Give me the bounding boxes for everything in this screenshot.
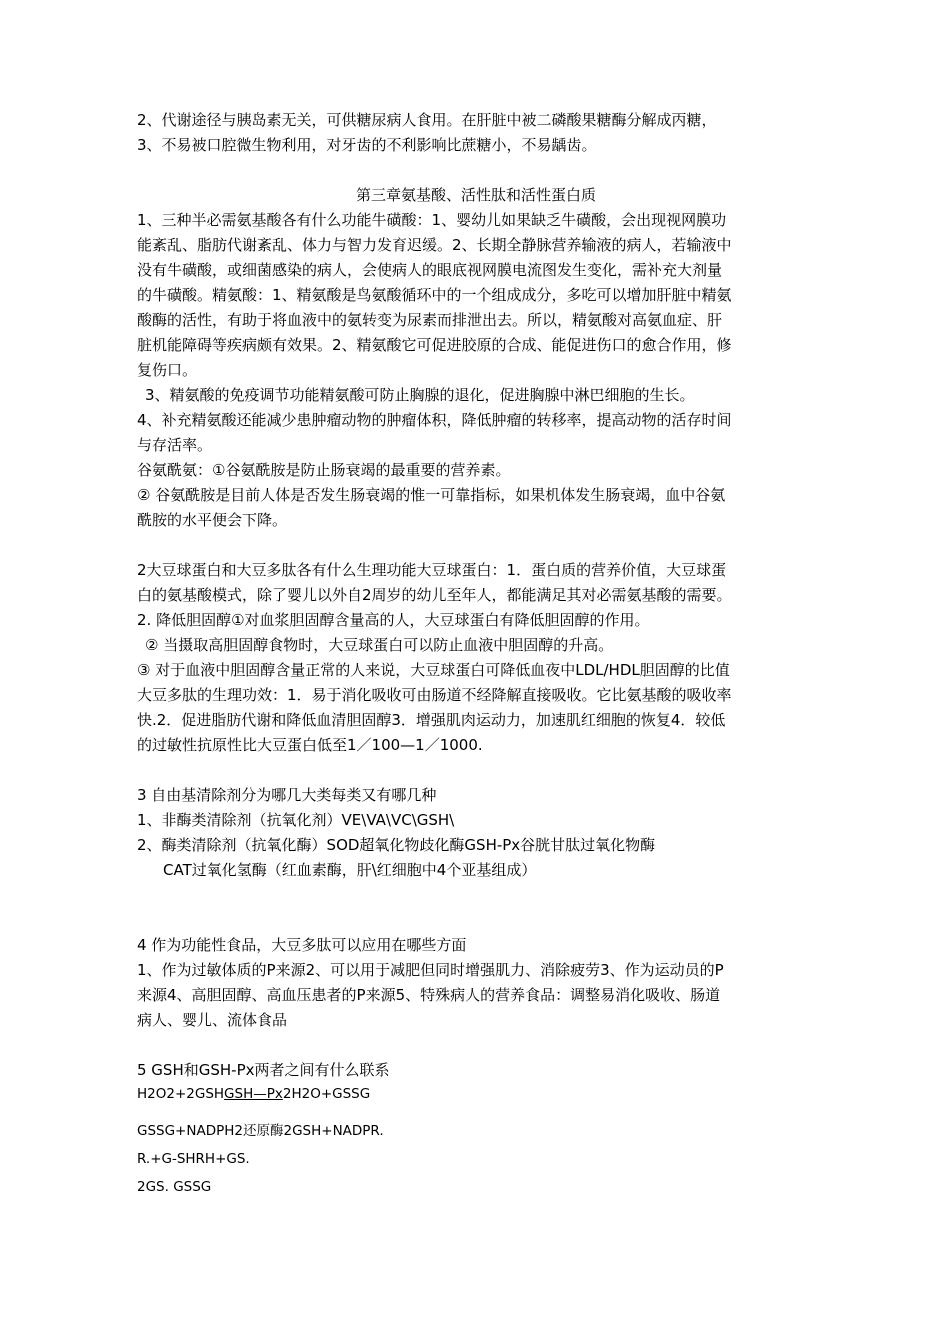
text-line: 脏机能障碍等疾病颇有效果。2、精氨酸它可促进胶原的合成、能促进伤口的愈合作用，修	[137, 336, 732, 354]
text-line: 3、不易被口腔微生物利用，对牙齿的不利影响比蔗糖小，不易龋齿。	[137, 136, 597, 154]
text-line: ③ 对于血液中胆固醇含量正常的人来说，大豆球蛋白可降低血夜中LDL/HDL胆固醇的比值	[137, 661, 730, 679]
chapter-title: 第三章氨基酸、活性肽和活性蛋白质	[355, 186, 596, 204]
text-line: 的过敏性抗原性比大豆蛋白低至1／100—1／1000.	[137, 736, 483, 754]
text-line: 复伤口。	[137, 361, 198, 379]
section-soy-peptide-applications	[137, 933, 815, 1033]
intro-block	[137, 108, 815, 158]
text-line: 4、补充精氨酸还能减少患肿瘤动物的肿瘤体积，降低肿瘤的转移率，提高动物的活存时间	[137, 411, 732, 429]
spacer	[137, 758, 815, 783]
text-line: ② 谷氨酰胺是目前人体是否发生肠衰竭的惟一可靠指标，如果机体发生肠衰竭，血中谷氨	[137, 486, 726, 504]
text-line: 1、三种半必需氨基酸各有什么功能牛磺酸：1、婴幼儿如果缺乏牛磺酸，会出现视网膜功	[137, 211, 727, 229]
text-line: 2大豆球蛋白和大豆多肽各有什么生理功能大豆球蛋白：1．蛋白质的营养价值，大豆球蛋	[137, 561, 727, 579]
text-line: 谷氨酰氨：①谷氨酰胺是防止肠衰竭的最重要的营养素。	[137, 461, 511, 479]
section-amino-acids	[137, 208, 815, 533]
text-line: 2、代谢途径与胰岛素无关，可供糖尿病人食用。在肝脏中被二磷酸果糖酶分解成丙糖，	[137, 111, 717, 129]
equation-line: R.+G-SHRH+GS.	[137, 1151, 250, 1167]
text-line: 5 GSH和GSH-Px两者之间有什么联系	[137, 1061, 390, 1079]
section-gsh	[137, 1058, 815, 1201]
equation-enzyme: GSH—Px	[224, 1086, 283, 1102]
text-line: 酸酶的活性，有助于将血液中的氨转变为尿素而排泄出去。所以，精氨酸对高氨血症、肝	[137, 311, 723, 329]
text-line: 的牛磺酸。精氨酸：1、精氨酸是鸟氨酸循环中的一个组成成分，多吃可以增加肝脏中精氨	[137, 286, 732, 304]
equation-line: GSSG+NADPH2还原酶2GSH+NADPR.	[137, 1123, 384, 1139]
text-line: 3、精氨酸的免疫调节功能精氨酸可防止胸腺的退化，促进胸腺中淋巴细胞的生长。	[145, 386, 695, 404]
text-line: 快.2．促进脂肪代谢和降低血清胆固醇3．增强肌肉运动力，加速肌红细胞的恢复4．较低	[137, 711, 726, 729]
spacer	[137, 1105, 815, 1117]
text-line: 1、作为过敏体质的P来源2、可以用于减肥但同时增强肌力、消除疲劳3、作为运动员的P	[137, 961, 724, 979]
text-line: 来源4、高胆固醇、高血压患者的P来源5、特殊病人的营养食品：调整易消化吸收、肠道	[137, 986, 721, 1004]
text-line: 与存活率。	[137, 436, 213, 454]
equation-left: H2O2+2GSH	[137, 1086, 225, 1102]
text-line: 酰胺的水平便会下降。	[137, 511, 288, 529]
text-line: 能紊乱、脂肪代谢紊乱、体力与智力发育迟缓。2、长期全静脉营养输液的病人，若输液中	[137, 236, 732, 254]
section-free-radical	[137, 783, 815, 883]
spacer	[137, 533, 815, 558]
spacer	[137, 1033, 815, 1058]
text-line: 病人、婴儿、流体食品	[137, 1011, 288, 1029]
text-line: 没有牛磺酸，或细菌感染的病人，会使病人的眼底视网膜电流图发生变化，需补充大剂量	[137, 261, 723, 279]
spacer	[137, 883, 815, 933]
text-line: 2. 降低胆固醇①对血浆胆固醇含量高的人，大豆球蛋白有降低胆固醇的作用。	[137, 611, 650, 629]
text-line: 大豆多肽的生理功效：1．易于消化吸收可由肠道不经降解直接吸收。它比氨基酸的吸收率	[137, 686, 732, 704]
equation-right: 2H2O+GSSG	[282, 1086, 371, 1102]
equation-line: 2GS. GSSG	[137, 1179, 212, 1195]
equation-line	[137, 1083, 815, 1105]
text-line: 白的氨基酸模式，除了婴儿以外自2周岁的幼儿至年人，都能满足其对必需氨基酸的需要。	[137, 586, 732, 604]
text-line: 3 自由基清除剂分为哪几大类每类又有哪几种	[137, 786, 437, 804]
text-line: 4 作为功能性食品，大豆多肽可以应用在哪些方面	[137, 936, 467, 954]
text-line: ② 当摄取高胆固醇食物时，大豆球蛋白可以防止血液中胆固醇的升高。	[145, 636, 614, 654]
section-soy-protein	[137, 558, 815, 758]
text-line: 2、酶类清除剂（抗氧化酶）SOD超氧化物歧化酶GSH-Px谷胱甘肽过氧化物酶	[137, 836, 656, 854]
spacer	[137, 158, 815, 183]
document-page	[137, 108, 815, 1201]
text-line: CAT过氧化氢酶（红血素酶，肝\红细胞中4个亚基组成）	[163, 861, 537, 879]
text-line: 1、非酶类清除剂（抗氧化剂）VE\VA\VC\GSH\	[137, 811, 455, 829]
